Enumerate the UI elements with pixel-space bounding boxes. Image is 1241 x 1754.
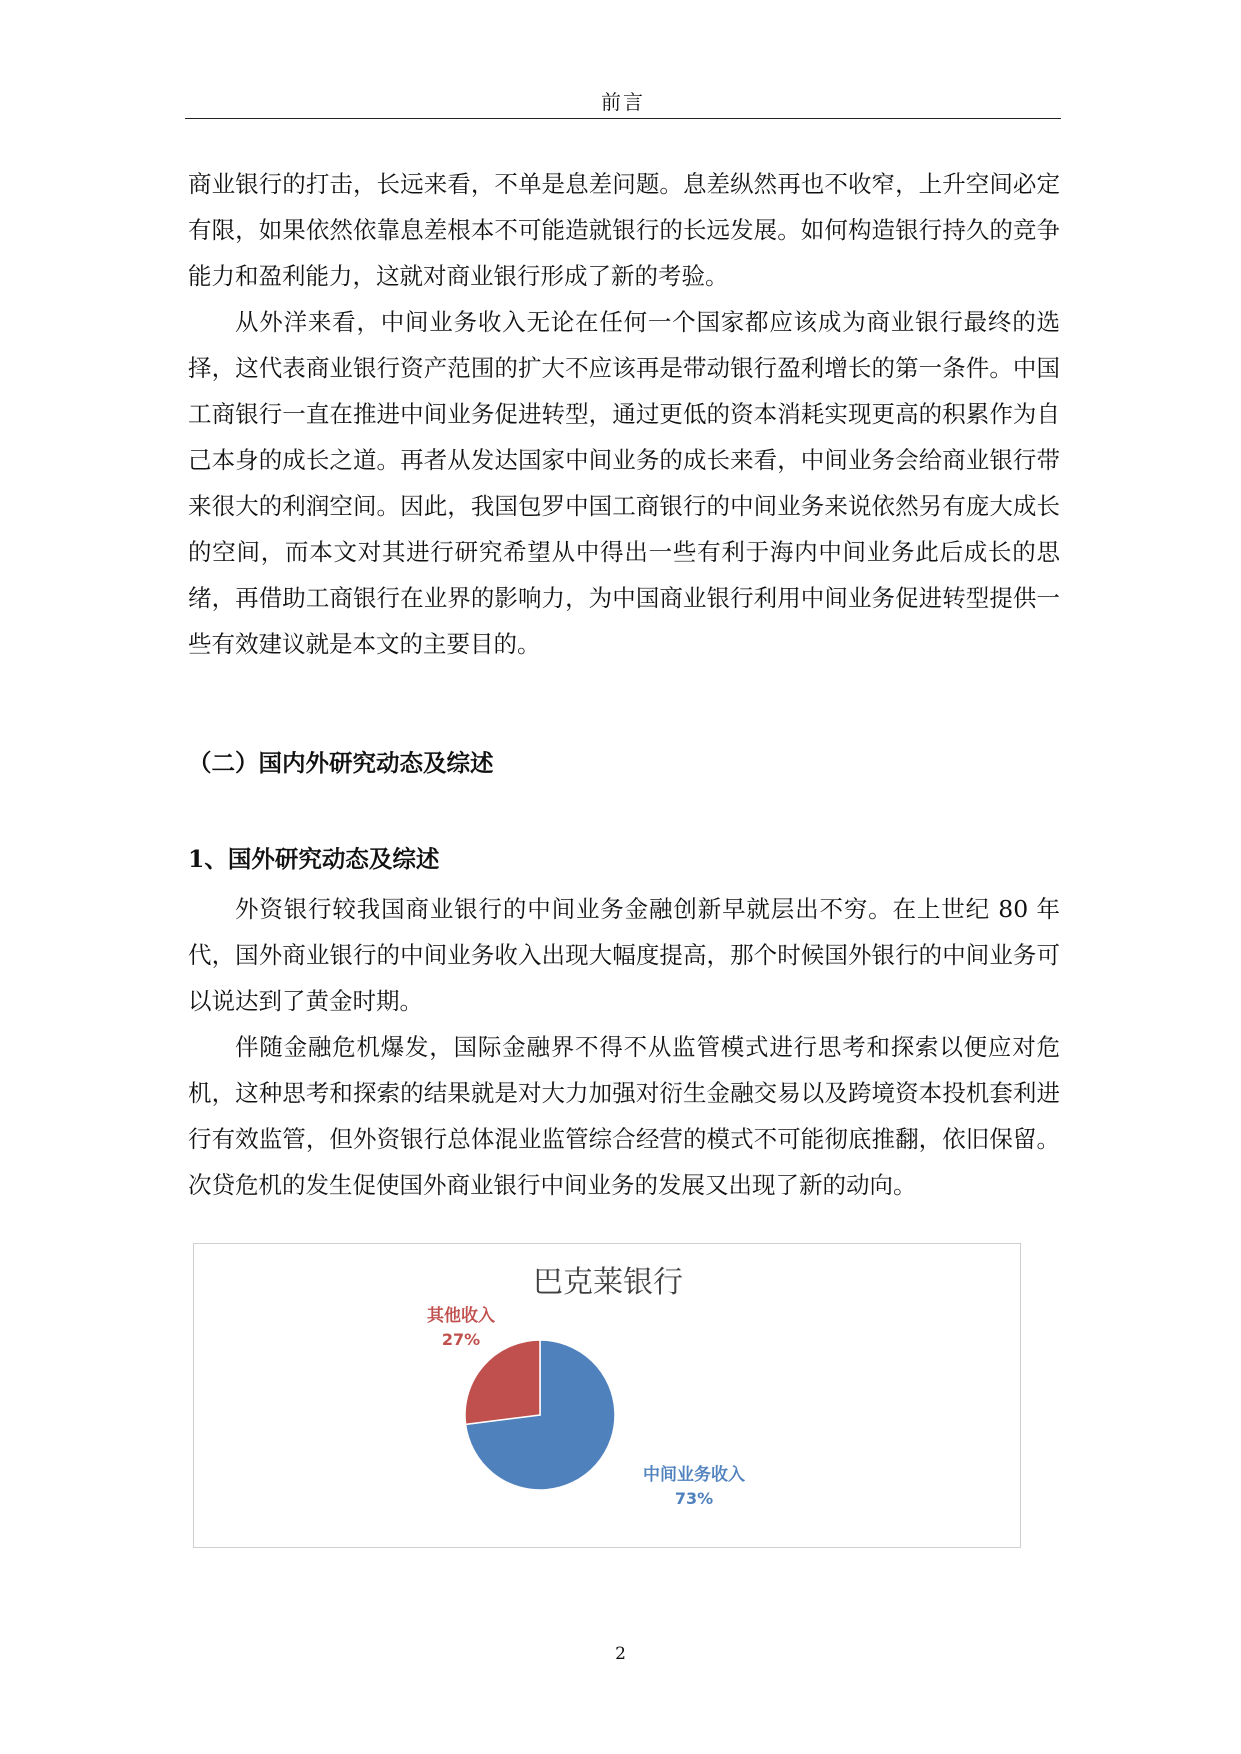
paragraph: 外资银行较我国商业银行的中间业务金融创新早就层出不穷。在上世纪 80 年代，国外商业银行的中间业务收入出现大幅度提高，那个时候国外银行的中间业务可以说达到了黄金时期。: [188, 895, 1060, 1015]
subsection-heading: 1、国外研究动态及综述: [188, 845, 440, 873]
slice-percent-label: 27%: [441, 1330, 481, 1349]
pie-chart-svg: [194, 1244, 1022, 1549]
chart-title: 巴克莱银行: [533, 1265, 683, 1300]
page-header-title: 前言: [601, 90, 645, 114]
slice-percent-label: 73%: [674, 1489, 714, 1508]
pie-slice: [465, 1340, 540, 1424]
slice-label: 其他收入: [427, 1306, 495, 1326]
section-heading: （二）国内外研究动态及综述: [188, 749, 494, 777]
paragraph: 伴随金融危机爆发，国际金融界不得不从监管模式进行思考和探索以便应对危机，这种思考和探索的结果就是对大力加强对衍生金融交易以及跨境资本投机套利进行有效监管，但外资银行总体混业监管综合经营的模式不可能彻底推翻，依旧保留。次贷危机的发生促使国外商业银行中间业务的发展又出现了新的动向。: [188, 1033, 1060, 1199]
paragraph: 商业银行的打击，长远来看，不单是息差问题。息差纵然再也不收窄，上升空间必定有限，如果依然依靠息差根本不可能造就银行的长远发展。如何构造银行持久的竞争能力和盈利能力，这就对商业银行形成了新的考验。: [188, 170, 1060, 290]
pie-slices: [465, 1340, 615, 1490]
paragraph-block-top: [188, 161, 1060, 667]
pie-chart: [193, 1243, 1021, 1548]
header-divider: [185, 118, 1061, 119]
paragraph-block-bottom: [188, 886, 1060, 1208]
page-number: 2: [615, 1644, 626, 1664]
paragraph: 从外洋来看，中间业务收入无论在任何一个国家都应该成为商业银行最终的选择，这代表商业银行资产范围的扩大不应该再是带动银行盈利增长的第一条件。中国工商银行一直在推进中间业务促进转型，通过更低的资本消耗实现更高的积累作为自己本身的成长之道。再者从发达国家中间业务的成长来看，中间业务会给商业银行带来很大的利润空间。因此，我国包罗中国工商银行的中间业务来说依然另有庞大成长的空间，而本文对其进行研究希望从中得出一些有利于海内中间业务此后成长的思绪，再借助工商银行在业界的影响力，为中国商业银行利用中间业务促进转型提供一些有效建议就是本文的主要目的。: [188, 308, 1060, 658]
slice-label: 中间业务收入: [643, 1465, 745, 1485]
